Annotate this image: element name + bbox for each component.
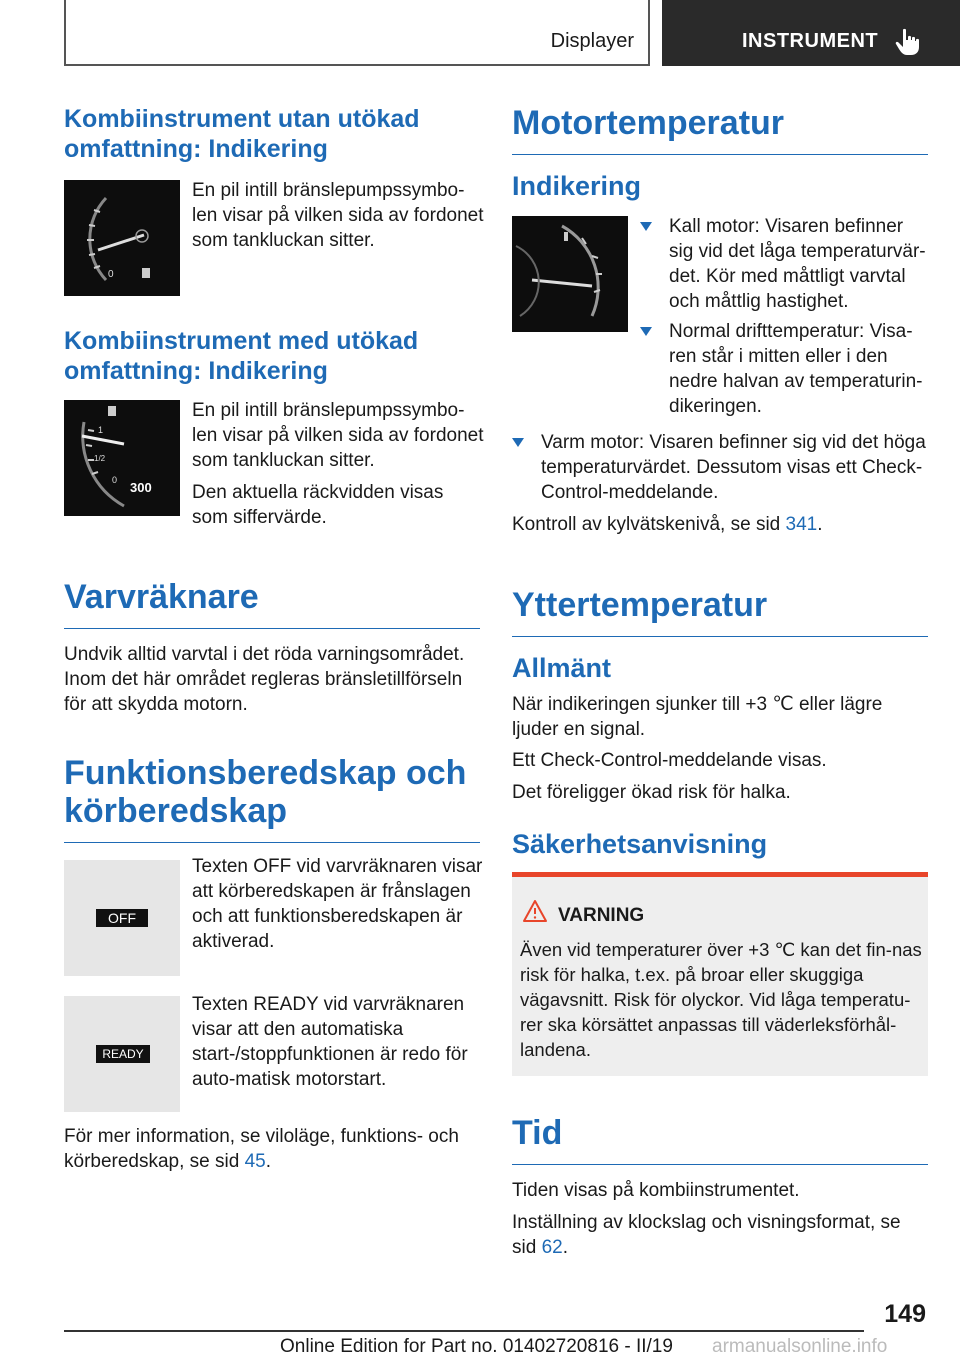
tid-end: .	[562, 1237, 568, 1258]
text-kombi-utan: En pil intill bränslepumpssymbo-len visar på vilken sida av fordonet som tankluckan sitter.	[192, 180, 484, 251]
heading-allmant: Allmänt	[512, 653, 612, 683]
text-range: Den aktuella räckvidden visas som siffervärde.	[192, 482, 444, 528]
text-kombi-med: En pil intill bränslepumpssymbo-len visar på vilken sida av fordonet som tankluckan sitter.	[192, 400, 484, 471]
text-off: Texten OFF vid varvräknaren visar att körberedskapen är frånslagen och att funktionsberedskapen är aktiverad.	[192, 856, 483, 952]
bullet-hot	[512, 430, 932, 505]
more-info-end: .	[265, 1151, 272, 1172]
gauge-range-label: 300	[130, 480, 152, 495]
fuel-gauge-image-basic	[64, 180, 180, 296]
tid-text: Inställning av klockslag och visningsformat, se sid	[512, 1212, 901, 1258]
heading-indikering: Indikering	[512, 171, 642, 201]
text-tid-1: Tiden visas på kombiinstrumentet.	[512, 1180, 800, 1201]
bullet-cold	[640, 214, 932, 314]
text-ready: Texten READY vid varvräknaren visar att den automatiska start-/stoppfunktionen är redo för auto-matisk motorstart.	[192, 994, 468, 1090]
heading-varvraknare: Varvräknare	[64, 578, 480, 629]
heading-yttertemperatur: Yttertemperatur	[512, 586, 928, 637]
bullet-hot-text: Varm motor: Visaren befinner sig vid det höga temperaturvärdet. Dessutom visas ett Check-Control-meddelande.	[541, 432, 926, 503]
ready-indicator-image	[64, 996, 180, 1112]
gauge-half-label: 1/2	[94, 454, 106, 463]
text-kontroll	[512, 512, 928, 537]
off-badge: OFF	[96, 909, 148, 927]
heading-motortemperatur: Motortemperatur	[512, 104, 928, 155]
page-number: 149	[884, 1300, 926, 1328]
page-header	[0, 0, 960, 66]
link-page-341[interactable]: 341	[785, 514, 818, 535]
heading-funktionsberedskap: Funktionsberedskap och körberedskap	[64, 754, 480, 843]
text-tid-2	[512, 1210, 912, 1260]
temp-bullets-narrow	[640, 214, 932, 419]
footer-rule	[64, 1330, 864, 1332]
link-page-62[interactable]: 62	[541, 1237, 563, 1258]
bullet-normal	[640, 319, 932, 419]
gauge-zero-label: 0	[112, 475, 118, 485]
text-allmant-1: När indikeringen sjunker till +3 ℃ eller lägre ljuder en signal.	[512, 694, 883, 740]
warning-text: Även vid temperaturer över +3 ℃ kan det fin-nas risk för halka, t.ex. på broar eller skuggiga vägavsnitt. Risk för olyckor. Vid låga temperatu-rer ska körsättet anpassas till väderleksförhål-landena.	[520, 939, 922, 1060]
text-allmant-3: Det föreligger ökad risk för halka.	[512, 782, 791, 803]
temp-bullets-wide	[512, 430, 932, 505]
section-label: Displayer	[550, 30, 634, 52]
heading-kombi-utan: Kombiinstrument utan utökad omfattning: Indikering	[64, 105, 420, 163]
bullet-normal-text: Normal drifttemperatur: Visa-ren står i mitten eller i den nedre halvan av temperaturin-dikeringen.	[669, 321, 923, 417]
text-varvraknare: Undvik alltid varvtal i det röda varningsområdet. Inom det här området regleras bränsletillförseln för att skydda motorn.	[64, 644, 465, 715]
bullet-cold-text: Kall motor: Visaren befinner sig vid det låga temperaturvär-det. Kör med måttligt varvtal och måttlig hastighet.	[669, 216, 926, 312]
heading-kombi-med: Kombiinstrument med utökad omfattning: Indikering	[64, 327, 419, 385]
pointing-hand-icon	[895, 28, 921, 56]
more-info-text: För mer information, se viloläge, funktions- och körberedskap, se sid	[64, 1126, 459, 1172]
temp-gauge-image	[512, 216, 628, 332]
edition-text: Online Edition for Part no. 01402720816 - II/19	[280, 1336, 673, 1357]
svg-text:0: 0	[108, 269, 114, 280]
gauge-one-label: 1	[98, 425, 104, 435]
warning-triangle-icon	[522, 899, 548, 923]
warning-box	[512, 872, 928, 1076]
off-indicator-image	[64, 860, 180, 976]
text-more-info	[64, 1124, 480, 1174]
ready-badge: READY	[96, 1045, 150, 1063]
kontroll-text: Kontroll av kylvätskenivå, se sid	[512, 514, 786, 535]
link-page-45[interactable]: 45	[244, 1151, 266, 1172]
fuel-gauge-image-extended	[64, 400, 180, 516]
heading-tid: Tid	[512, 1114, 928, 1165]
section-tab	[64, 0, 650, 66]
warning-title: VARNING	[558, 905, 645, 926]
text-allmant-2: Ett Check-Control-meddelande visas.	[512, 750, 827, 771]
watermark-text: armanualsonline.info	[712, 1336, 888, 1357]
chapter-label: INSTRUMENT	[742, 30, 879, 52]
kontroll-end: .	[817, 514, 823, 535]
heading-sakerhet: Säkerhetsanvisning	[512, 829, 768, 859]
